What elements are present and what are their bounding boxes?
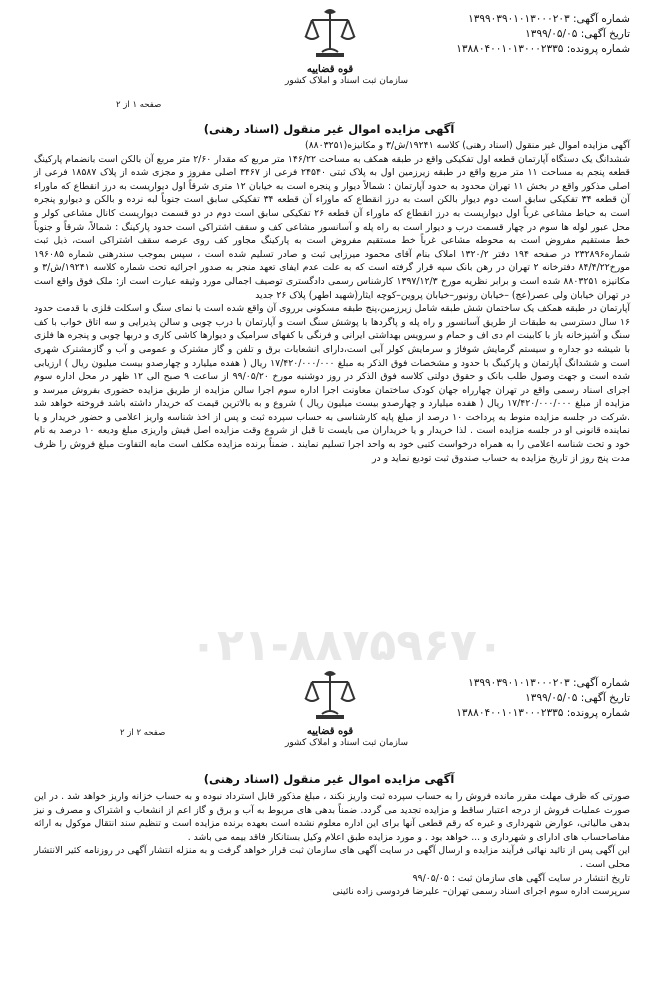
judiciary-emblem — [285, 6, 409, 87]
notice-meta — [456, 12, 630, 57]
notice-body — [34, 139, 630, 465]
notice-date: تاریخ آگهی: ۱۳۹۹/۰۵/۰۵ — [525, 692, 630, 704]
org-name-registry: سازمان ثبت اسناد و املاک کشور — [285, 738, 409, 748]
notice-number: شماره آگهی: ۱۳۹۹۰۳۹۰۱۰۱۳۰۰۰۲۰۳ — [468, 677, 630, 689]
notice-number: شماره آگهی: ۱۳۹۹۰۳۹۰۱۰۱۳۰۰۰۲۰۳ — [468, 13, 630, 25]
body-paragraph: ششدانگ یک دستگاه آپارتمان قطعه اول تفکیکی واقع در طبقه همکف به مساحت ۱۴۶/۲۲ متر مربع که مقدار ۲/۶۰ متر مربع آن بالکن است بانضمام پارکینگ قطعه پنجم به مساحت ۱۱ متر مربع واقع در طبقه زیرزمین اول به پلاک ثبتی ۲۴۵۴۰ فرعی از ۳۴۶۷ اصلی مفروز و مجزی شده از پلاک ۱۸۵۸۷ فرعی از اصلی مذکور واقع در بخش ۱۱ تهران محدود به حدود آپارتمان : شمالاً دیوار و پنجره است به خیابان ۱۲ متری شرقاً اول دیواریست به درز انقطاع که ماوراء آن قطعه ۳۴ تفکیکی سابق است دوم دیوار بالکن است به درز انقطاع که ماوراء آن قطعه ۳۴ تفکیکی سابق است جنوباً لبه نرده و بالکن و دیوارو پنجره است به حیاط مشاعی غرباً اول دیواریست به درز انقطاع که ماوراء آن قطعه ۲۶ تفکیکی سابق است دوم در دو قسمت دیواریست کانال مشاعی کولر و محل عبور لوله ها سوم در چهار قسمت درب و دیوار است به راه پله و آسانسور مشاعی کف و سقف اشتراکی است حدود پارکینگ : شمالاً، شرقاً و جنوباً خط مستقیم مفروض است به محوطه مشاعی غرباً خط مستقیم مفروض است به پارکینگ مجاور کف روی عرصه سقف اشتراکی است، ذیل ثبت شماره۲۳۲۸۹۶ در صفحه ۱۹۴ دفتر ۱۳۲۰/۲ املاک بنام آقای محمود میرزایی ثبت و صادر تسلیم شده است ، سپس بموجب سندرهنی شماره ۱۹۶۰۸۵ مورخ۸۴/۴/۲۲ دفترخانه ۲ تهران در رهن بانک سپه قرار گرفته است که به علت عدم ایفای تعهد منجر به صدور اجرائیه تحت شماره کلاسه ۱۹۲۴۱/ش/۳ و مکانیزه ۸۸۰۳۲۵۱ شده است و برابر نظریه مورخ ۱۳۹۷/۱۲/۳ کارشناس رسمی دادگستری توصیف اجمالی مورد وثیقه عبارت است از: ملک فوق واقع است در تهران خیابان ولی عصر(عج) –خیابان رونیور–خیابان پروین–کوچه ایثار(شهید اطهر) پلاک ۲۶ جدید — [34, 153, 631, 301]
notice-body — [34, 790, 630, 899]
scales-of-justice-icon — [302, 668, 358, 726]
body-paragraph: آپارتمان در طبقه همکف یک ساختمان شش طبقه شامل زیرزمین،پنج طبقه مسکونی برروی آن واقع شده است با نمای سنگ و اسکلت فلزی با قدمت حدود ۱۶ سال دسترسی به طبقات از طریق آسانسور و راه پله و پاگردها با پوشش سنگ است و آپارتمان با درب چوبی و سالن پذیرایی و سه اتاق خواب با کف سنگ و آشپزخانه باز با کابینت ام دی اف و حمام و سرویس بهداشتی ایرانی و فرنگی با کفهای سرامیک و دیوارها کاشی کاری و دربها چوبی و پنجره ها فلزی با شیشه دو جداره و سیستم گرمایش شوفاژ و سرمایش کولر آبی است،دارای انشعابات برق و تلفن و گاز مشترک و عمومی و آب و گازمشترک شهری است و ششدانگ آپارتمان و پارکینگ با حدود و مشخصات فوق الذکر به مبلغ ۱۷/۴۲۰/۰۰۰/۰۰۰ ریال ( هفده میلیارد و چهارصدو بیست میلیون ریال ) ارزیابی شده است و جهت وصول طلب بانک و حقوق دولتی کلاسه فوق الذکر در روز دوشنبه مورخ ۹۹/۰۵/۲۰ از ساعت ۹ صبح الی ۱۲ ظهر در محل اداره سوم اجرای اسناد رسمی واقع در تهران چهارراه جهان کودک ساختمان معاونت اجرا اداره سوم اجرا سالن مزایده از طریق مزایده حضوری بفروش میرسد و مزایده از مبلغ ۱۷/۴۲۰/۰۰۰/۰۰۰ ریال ( هفده میلیارد و چهارصدو بیست میلیون ریال ) شروع و به بالاترین قیمت که خریدار داشته باشد فروخته خواهد شد .شرکت در جلسه مزایده منوط به پرداخت ۱۰ درصد از مبلغ پایه کارشناسی به حساب سپرده ثبت و پس از اخذ شناسه واریز اعلامی و حضور خریدار و یا نماینده قانونی او در جلسه مزایده است . لذا خریدار و یا خریداران می بایست تا قبل از شروع وقت مزایده اصل فیش واریزی مبلغ ودیعه ۱۰ درصد به نام خود و تحت شناسه اعلامی را به همراه درخواست کتبی خود به واحد اجرا تسلیم نمایند . ضمناً برنده مزایده مکلف است مابه التفاوت مبلغ فروش را ظرف مدت پنج روز از تاریخ مزایده به حساب صندوق ثبت تودیع نماید و در — [34, 303, 631, 464]
notice-title: آگهی مزایده اموال غیر منقول (اسناد رهنی) — [203, 122, 455, 136]
file-number: شماره پرونده: ۱۳۸۸۰۴۰۰۱۰۱۳۰۰۰۲۳۳۵ — [456, 707, 630, 719]
publish-date-line: تاریخ انتشار در سایت آگهی های سازمان ثبت : ۹۹/۰۵/۰۵ — [412, 872, 630, 884]
phone-watermark: ۰۲۱-۸۸۷۵۹۶۷۰ — [190, 620, 504, 671]
body-paragraph: صورتی که ظرف مهلت مقرر مانده فروش را به حساب سپرده ثبت واریز نکند ، مبلغ مذکور قابل استرداد نبوده و به حساب خزانه واریز خواهد شد . در این صورت عملیات فروش از درجه اعتبار ساقط و مزایده تجدید می گردد. ضمناً بدهی های مربوط به آب و برق و گاز اعم از انشعاب و اشتراک و مصرف و نیز بدهی مالیاتی، عوارض شهرداری و غیره که رقم قطعی آنها برای این اداره معلوم نشده است بعهده برنده مزایده است و تنظیم سند انتقال موکول به ارائه مفاصاحساب های ادارای و شهرداری و ... خواهد بود . و مورد مزایده طبق اعلام وکیل بستانکار فاقد بیمه می باشد . — [34, 791, 630, 843]
page-label: صفحه ۱ از ۲ — [116, 100, 162, 110]
body-paragraph: آگهی مزایده اموال غیر منقول (اسناد رهنی) کلاسه ۱۹۲۴۱/ش/۳ و مکانیزه(۸۸۰۳۲۵۱) — [305, 140, 630, 151]
notice-title: آگهی مزایده اموال غیر منقول (اسناد رهنی) — [203, 772, 455, 786]
scales-of-justice-icon — [302, 6, 358, 64]
org-name-registry: سازمان ثبت اسناد و املاک کشور — [285, 76, 409, 86]
file-number: شماره پرونده: ۱۳۸۸۰۴۰۰۱۰۱۳۰۰۰۲۳۳۵ — [456, 43, 630, 55]
page-label: صفحه ۲ از ۲ — [120, 728, 166, 738]
org-name-judiciary: قوه قضاییه — [306, 726, 354, 737]
notice-date: تاریخ آگهی: ۱۳۹۹/۰۵/۰۵ — [525, 28, 630, 40]
signatory-line: سرپرست اداره سوم اجرای اسناد رسمی تهران– علیرضا فردوسی زاده نائینی — [332, 886, 630, 898]
body-paragraph: این آگهی پس از تائید نهائی فرآیند مزایده و ارسال آگهی در سایت آگهی های سازمان ثبت قرار خواهد گرفت و به منزله انتشار آگهی در روزنامه کثیر الانتشار محلی است . — [34, 845, 630, 870]
org-name-judiciary: قوه قضاییه — [306, 64, 354, 75]
judiciary-emblem — [285, 668, 409, 749]
notice-meta — [456, 676, 630, 721]
